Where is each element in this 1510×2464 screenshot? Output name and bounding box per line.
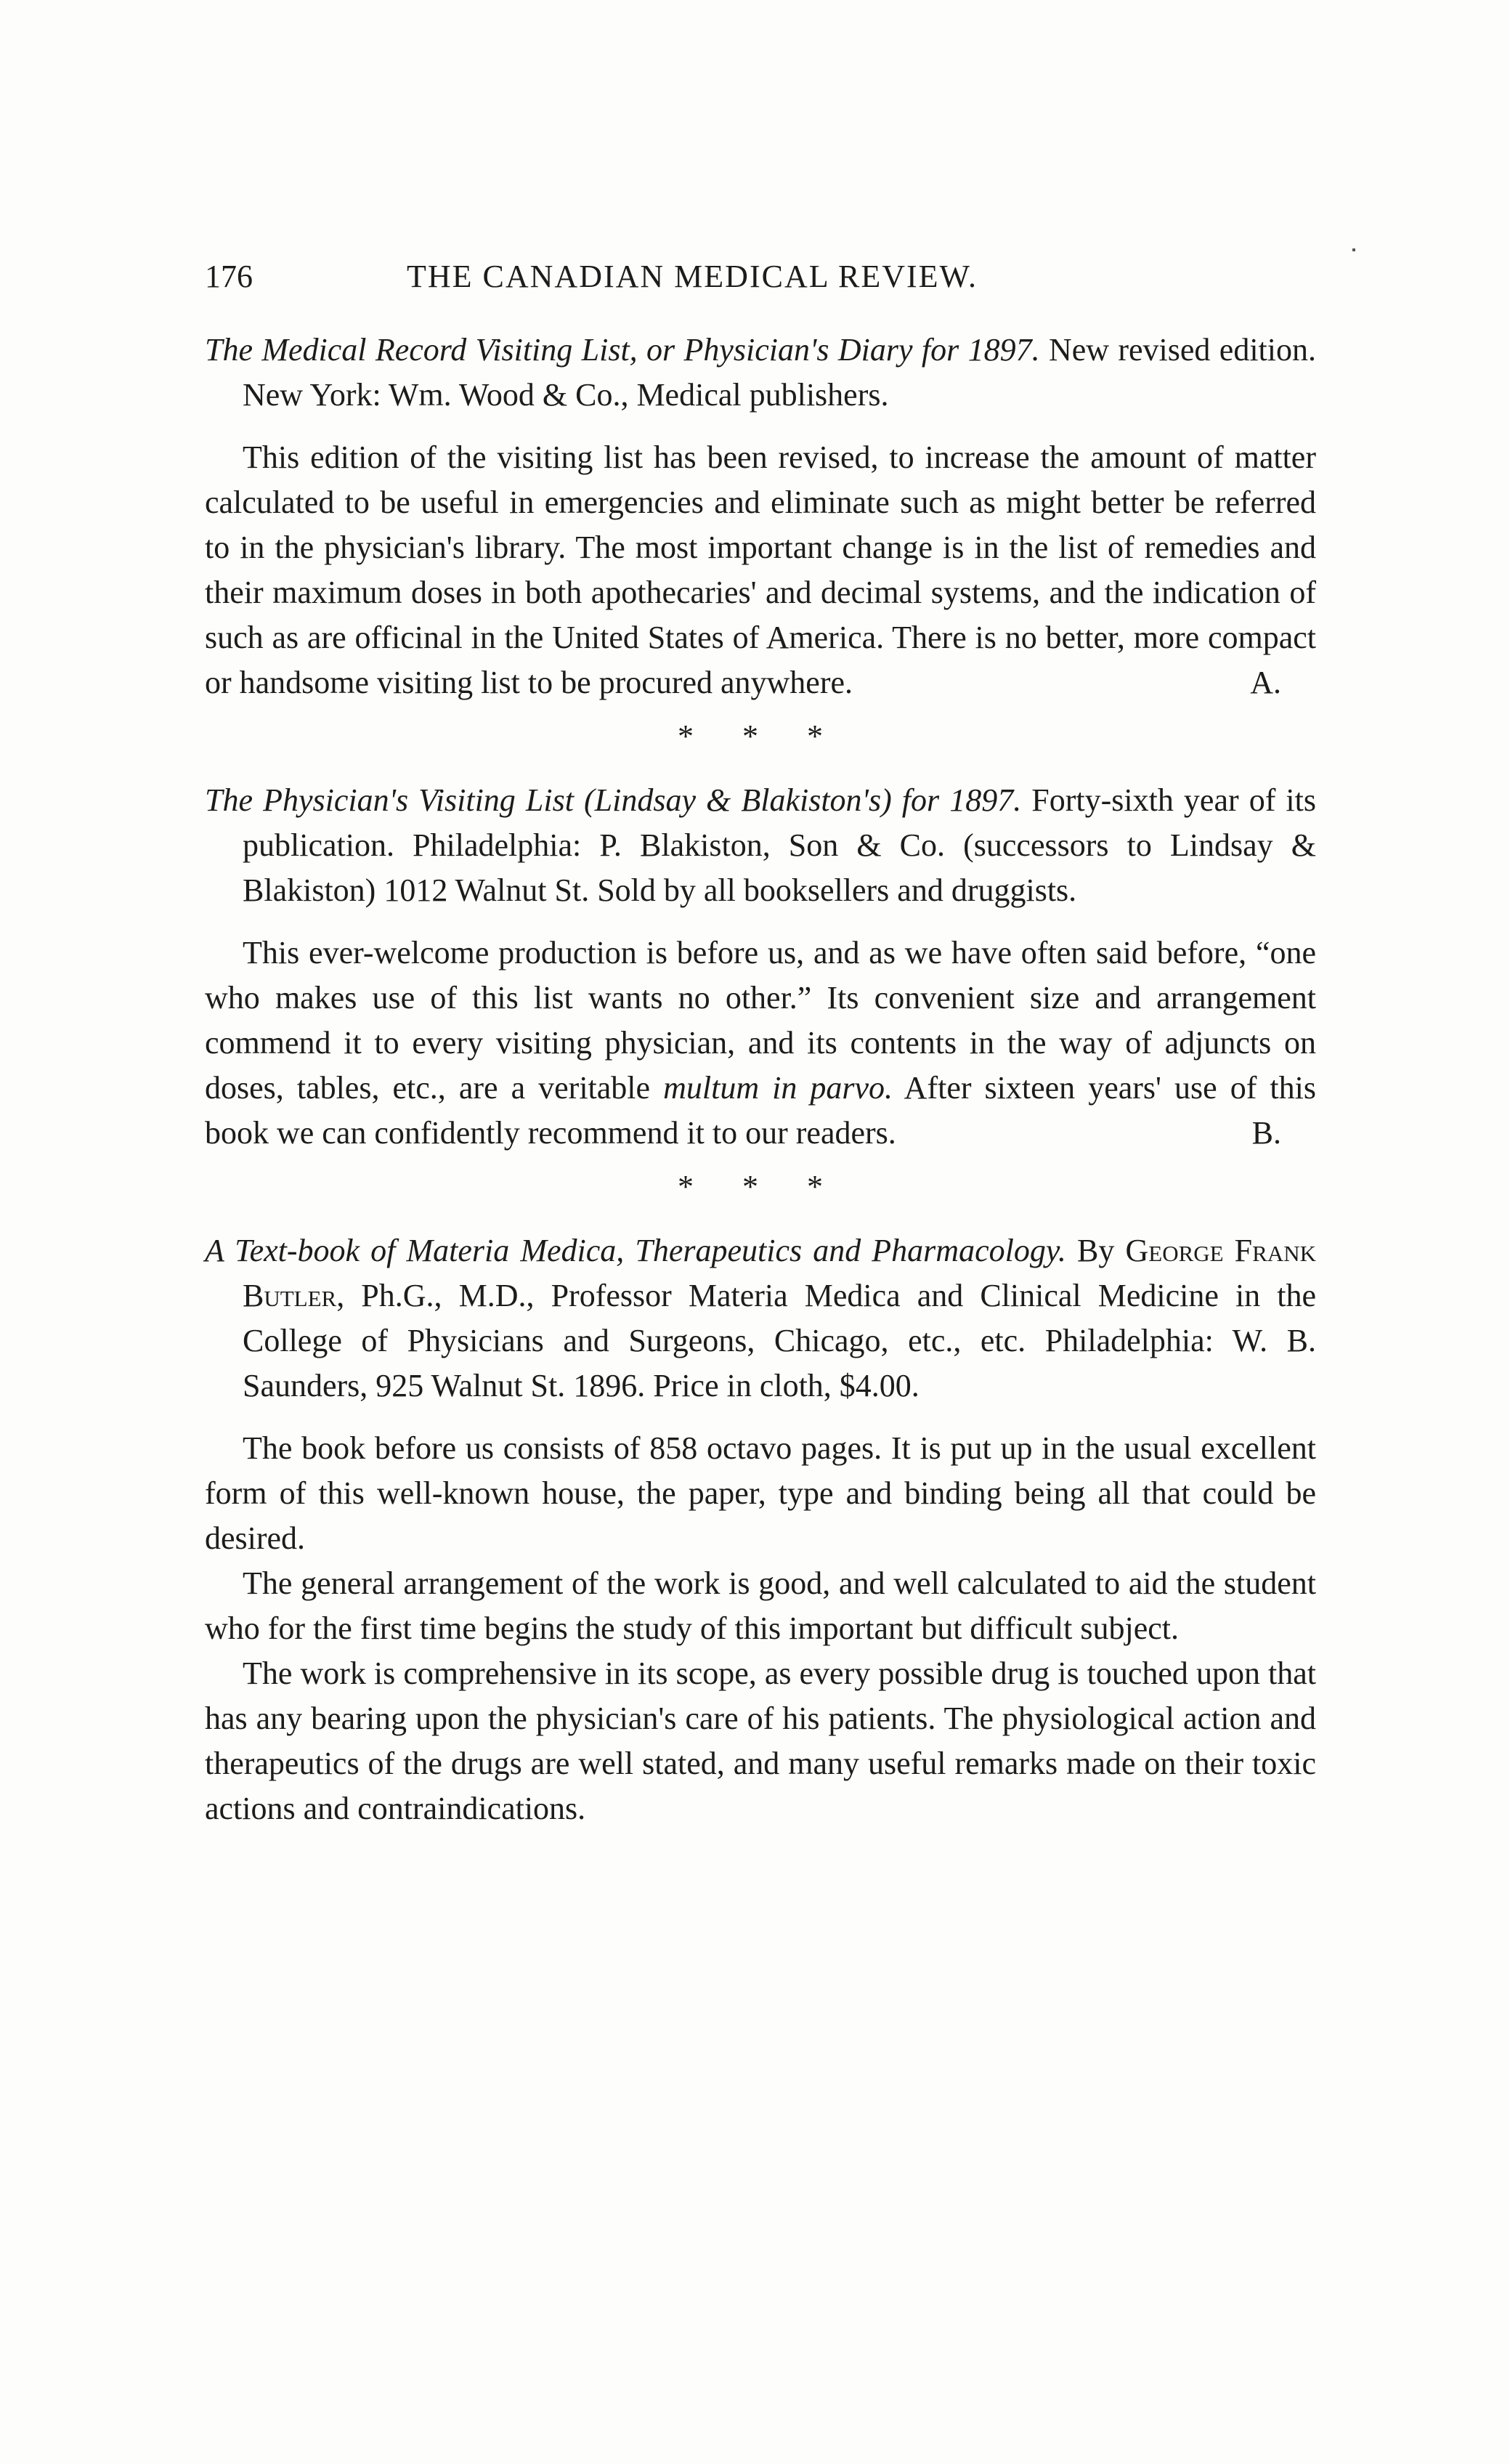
publication-details: New revised edition. New York: Wm. Wood & Co., Medical publishers.	[243, 332, 1316, 413]
book-title: A Text-book of Materia Medica, Therapeutics and Pharmacology.	[205, 1233, 1066, 1268]
book-title: The Medical Record Visiting List, or Physician's Diary for 1897.	[205, 332, 1040, 368]
review-paragraph: The book before us consists of 858 octavo pages. It is put up in the usual excellent form of this well-known house, the paper, type and binding being all that could be desired.	[205, 1430, 1316, 1556]
author-name: George Frank Butler	[243, 1233, 1316, 1313]
review-paragraph: This edition of the visiting list has been revised, to increase the amount of matter calculated to be useful in emergencies and eliminate such as might better be referred to in the physician's library. The most important change is in the list of remedies and their maximum doses in both apothecaries' and decimal systems, and the indication of such as are officinal in the United States of America. There is no better, more compact or handsome visiting list to be procured anywhere. A.	[205, 435, 1316, 705]
publication-details: , Ph.G., M.D., Professor Materia Medica and Clinical Medicine in the College of Physicians and Surgeons, Chicago, etc., etc. Philadelphia: W. B. Saunders, 925 Walnut St. 1896. Price in cloth, $4.00.	[243, 1278, 1316, 1403]
review-paragraph: The general arrangement of the work is good, and well calculated to aid the student who for the first time begins the study of this important but difficult subject.	[205, 1565, 1316, 1646]
journal-title: THE CANADIAN MEDICAL REVIEW.	[407, 259, 978, 294]
review-paragraph: This ever-welcome production is before us, and as we have often said before, “one who makes use of this list wants no other.” Its convenient size and arrangement commend it to every visiting physician, and its contents in the way of adjuncts on doses, tables, etc., are a veritable multum in parvo. After sixteen years' use of this book we can confidently recommend it to our readers. B.	[205, 931, 1316, 1156]
review-heading-3: A Text-book of Materia Medica, Therapeutics and Pharmacology. By George Frank Butler, Ph.G., M.D., Professor Materia Medica and Clinical Medicine in the College of Physicians and Surgeons, Chicago, etc., etc. Philadelphia: W. B. Saunders, 925 Walnut St. 1896. Price in cloth, $4.00.	[205, 1233, 1316, 1403]
review-heading-1	[205, 328, 1316, 418]
section-separator: * * *	[678, 1169, 843, 1204]
review-paragraph: The work is comprehensive in its scope, as every possible drug is touched upon that has any bearing upon the physician's care of his patients. The physiological action and therapeutics of the drugs are well stated, and many useful remarks made on their toxic actions and contraindications.	[205, 1655, 1316, 1826]
review-heading-2	[205, 778, 1316, 913]
page-number: 176	[205, 259, 253, 294]
reviewer-initial: A.	[1250, 665, 1281, 700]
latin-phrase: multum in parvo.	[663, 1070, 893, 1106]
page	[205, 258, 1316, 1831]
running-head	[205, 258, 1316, 309]
publication-details: Forty-sixth year of its publication. Philadelphia: P. Blakiston, Son & Co. (successors to Lindsay & Blakiston) 1012 Walnut St. Sold by all booksellers and druggists.	[243, 782, 1316, 908]
book-title: The Physician's Visiting List (Lindsay & Blakiston's) for 1897.	[205, 782, 1022, 818]
reviewer-initial: B.	[1251, 1115, 1281, 1151]
section-separator: * * *	[678, 718, 843, 754]
page-speck	[1352, 248, 1355, 251]
